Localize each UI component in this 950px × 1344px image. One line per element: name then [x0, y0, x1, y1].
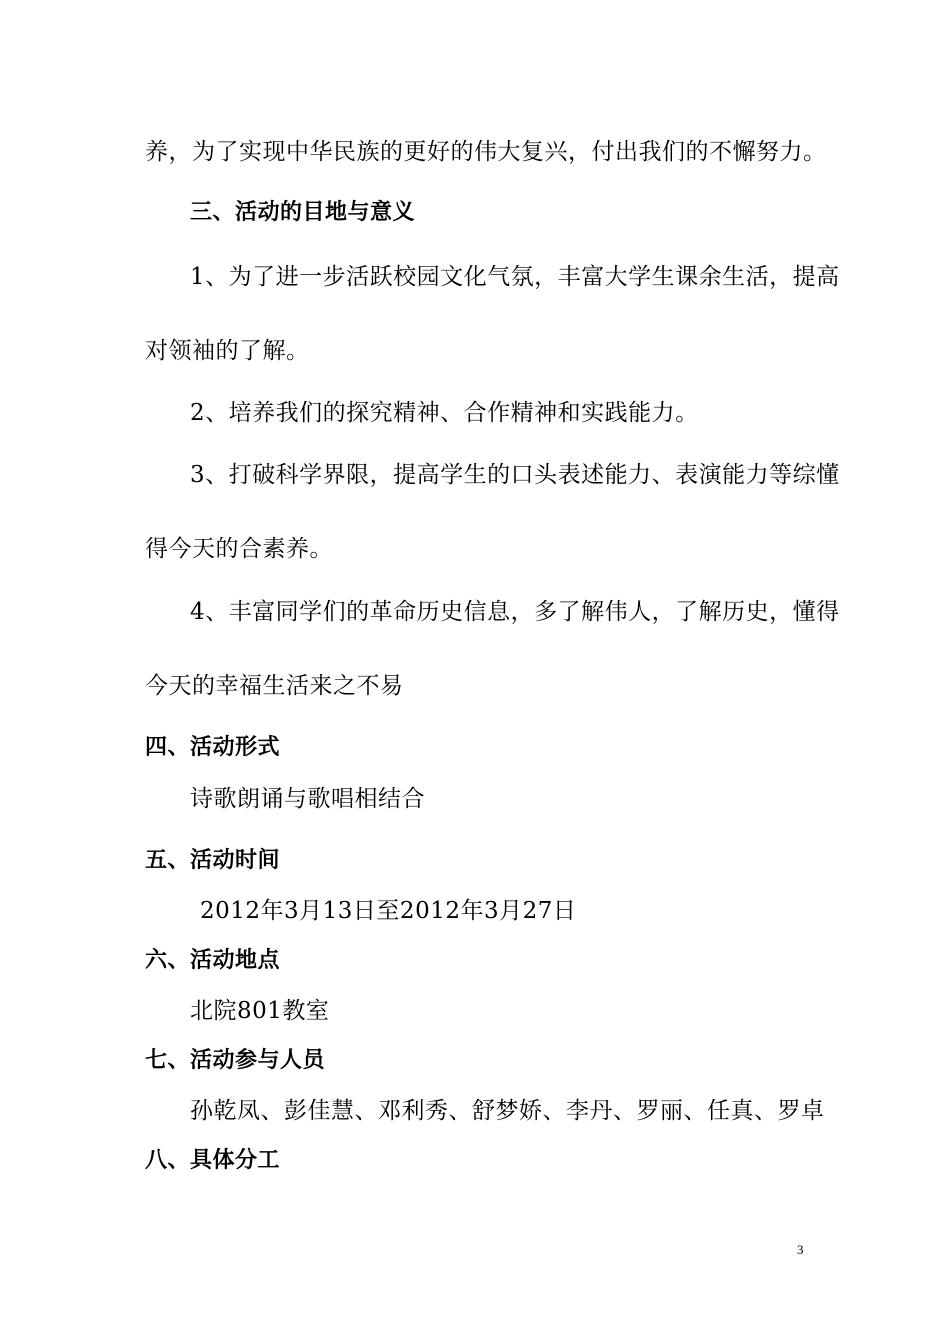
purpose-item-3-line-2: 得今天的合素养。	[145, 536, 333, 562]
page-number: 3	[797, 1242, 804, 1257]
activity-format: 诗歌朗诵与歌唱相结合	[190, 786, 425, 812]
paragraph-continuation: 养，为了实现中华民族的更好的伟大复兴，付出我们的不懈努力。	[145, 139, 827, 165]
purpose-item-1-line-2: 对领袖的了解。	[145, 338, 310, 364]
purpose-item-4-line-2: 今天的幸福生活来之不易	[145, 673, 404, 699]
activity-place: 北院801教室	[190, 998, 330, 1024]
section-heading-participants: 七、活动参与人员	[145, 1048, 326, 1073]
section-heading-format: 四、活动形式	[145, 735, 281, 760]
purpose-item-3-line-1: 3、打破科学界限，提高学生的口头表述能力、表演能力等综懂	[190, 462, 840, 488]
purpose-item-2: 2、培养我们的探究精神、合作精神和实践能力。	[190, 400, 699, 426]
purpose-item-1-line-1: 1、为了进一步活跃校园文化气氛，丰富大学生课余生活，提高	[190, 264, 840, 290]
purpose-item-4-line-1: 4、丰富同学们的革命历史信息，多了解伟人，了解历史，懂得	[190, 599, 840, 625]
section-heading-division: 八、具体分工	[145, 1148, 281, 1173]
section-heading-time: 五、活动时间	[145, 848, 281, 873]
section-heading-purpose: 三、活动的目地与意义	[190, 200, 416, 225]
section-heading-place: 六、活动地点	[145, 948, 281, 973]
activity-time: 2012年3月13日至2012年3月27日	[200, 898, 577, 924]
participants-list: 孙乾凤、彭佳慧、邓利秀、舒梦娇、李丹、罗丽、任真、罗卓	[190, 1098, 825, 1124]
